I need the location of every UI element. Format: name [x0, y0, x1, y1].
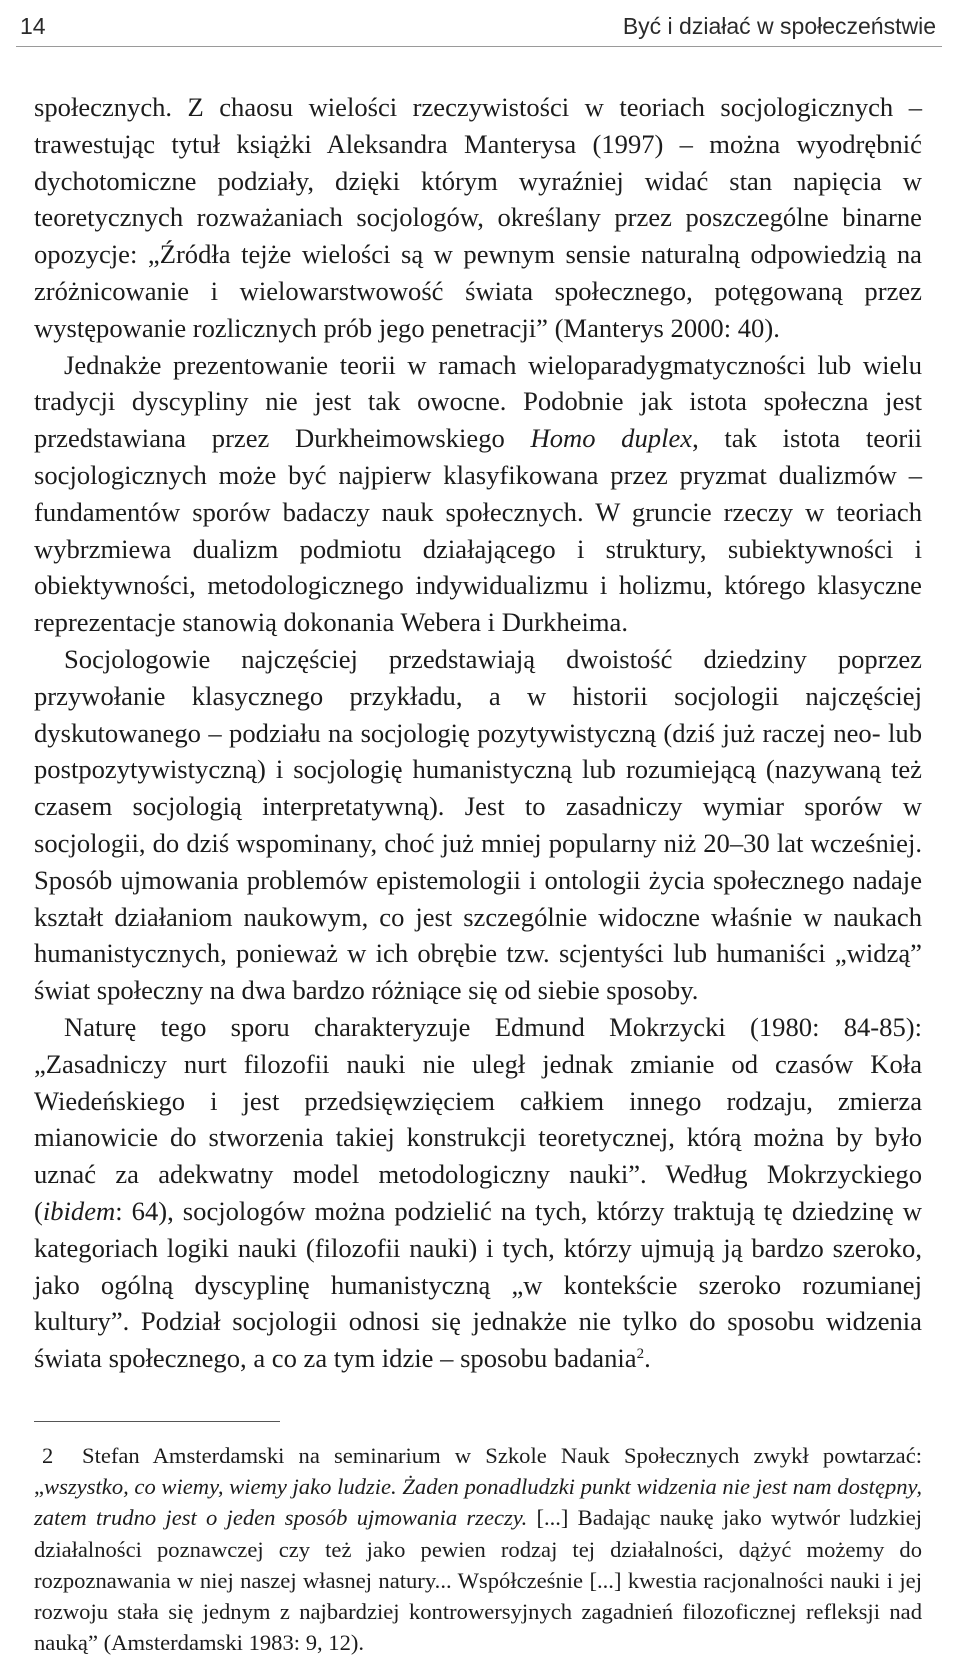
paragraph-2	[34, 347, 922, 641]
running-header	[16, 0, 942, 47]
footnote-text-b: [...] Badając naukę jako wytwór ludzkiej działalności poznawczej czy też jako pewien rodzaj tej działalności, dążyć możemy do rozpoznawania w niej naszej własnej natury... Współcześnie [...] kwestia racjonalności nauki i jej rozwoju stała się jednym z najbardziej kontrowersyjnych zagadnień filozoficznej refleksji nad nauką” (Amsterdamski 1983: 9, 12).	[34, 1505, 923, 1656]
paragraph-4	[34, 1009, 922, 1377]
footnote-reference[interactable]: 2	[636, 1346, 645, 1363]
paragraph-2-text-b: , tak istota teorii socjologicznych może być najpierw klasyfikowana przez pryzmat dualizmów – fundamentów sporów badaczy nauk społecznych. W gruncie rzeczy w teoriach wybrzmiewa dualizm podmiotu działającego i struktury, subiektywności i obiektywności, metodologicznego indywidualizmu i holizmu, którego klasyczne reprezentacje stanowią dokonania Webera i Durkheima.	[34, 423, 922, 638]
footnote-italic: wszystko, co wiemy, wiemy jako ludzie. Żaden ponadludzki punkt widzenia nie jest nam dostępny, zatem trudno jest o jeden sposób ujmowania rzeczy.	[34, 1474, 922, 1531]
footnote-divider	[34, 1421, 280, 1422]
paragraph-4-end: .	[644, 1343, 651, 1374]
footnote-number: 2	[42, 1442, 54, 1468]
page-number: 14	[20, 13, 46, 39]
paragraph-1-text: społecznych. Z chaosu wielości rzeczywistości w teoriach socjologicznych – trawestując tytuł książki Aleksandra Manterysa (1997) – można wyodrębnić dychotomiczne podziały, dzięki którym wyraźniej widać stan napięcia w teoretycznych rozważaniach socjologów, określany przez poszczególne binarne opozycje: „Źródła tejże wielości są w pewnym sensie naturalną odpowiedzią na zróżnicowanie i wielowarstwowość świata społecznego, potęgowaną przez występowanie rozlicznych prób jego penetracji” (Manterys 2000: 40).	[34, 92, 922, 343]
paragraph-1	[34, 89, 922, 347]
footnote	[34, 1440, 922, 1658]
paragraph-2-text-a: Jednakże prezentowanie teorii w ramach wieloparadygmatyczności lub wielu tradycji dyscypliny nie jest tak owocne. Podobnie jak istota społeczna jest przedstawiana przez Durkheimowskiego	[34, 349, 922, 454]
paragraph-2-italic: Homo duplex	[530, 423, 693, 454]
paragraph-4-text-a: Naturę tego sporu charakteryzuje Edmund Mokrzycki (1980: 84-85): „Zasadniczy nurt filozofii nauki nie uległ jednak zmianie od czasów Koła Wiedeńskiego i jest przedsięwzięciem całkiem innego rodzaju, zmierza mianowicie do stworzenia takiej konstrukcji teoretycznej, którą można by było uznać za adekwatny model metodologiczny nauki”. Według Mokrzyckiego (	[34, 1011, 922, 1226]
footnote-text-a: Stefan Amsterdamski na seminarium w Szkole Nauk Społecznych zwykł powtarzać: „	[34, 1442, 922, 1500]
paragraph-3-text: Socjologowie najczęściej przedstawiają dwoistość dziedziny poprzez przywołanie klasycznego przykładu, a w historii socjologii najczęściej dyskutowanego – podziału na socjologię pozytywistyczną (dziś już raczej neo- lub postpozytywistyczną) i socjologię humanistyczną lub rozumiejącą (nazywaną też czasem socjologią interpretatywną). Jest to zasadniczy wymiar sporów w socjologii, do dziś wspominany, choć już mniej popularny niż 20–30 lat wcześniej. Sposób ujmowania problemów epistemologii i ontologii życia społecznego nadaje kształt działaniom naukowym, co jest szczególnie widoczne właśnie w naukach humanistycznych, ponieważ w ich obrębie tzw. scjentyści lub humaniści „widzą” świat społeczny na dwa bardzo różniące się od siebie sposoby.	[34, 643, 922, 1006]
paragraph-4-text-b: : 64), socjologów można podzielić na tych, którzy traktują tę dziedzinę w kategoriach logiki nauki (filozofii nauki) i tych, którzy ujmują ją bardzo szeroko, jako ogólną dyscyplinę humanistyczną „w kontekście szeroko rozumianej kultury”. Podział socjologii odnosi się jednakże nie tylko do sposobu widzenia świata społecznego, a co za tym idzie – sposobu badania	[34, 1195, 922, 1374]
main-text	[34, 89, 922, 1377]
running-title: Być i działać w społeczeństwie	[622, 13, 936, 39]
paragraph-4-italic: ibidem	[42, 1195, 116, 1226]
paragraph-3	[34, 641, 922, 1009]
